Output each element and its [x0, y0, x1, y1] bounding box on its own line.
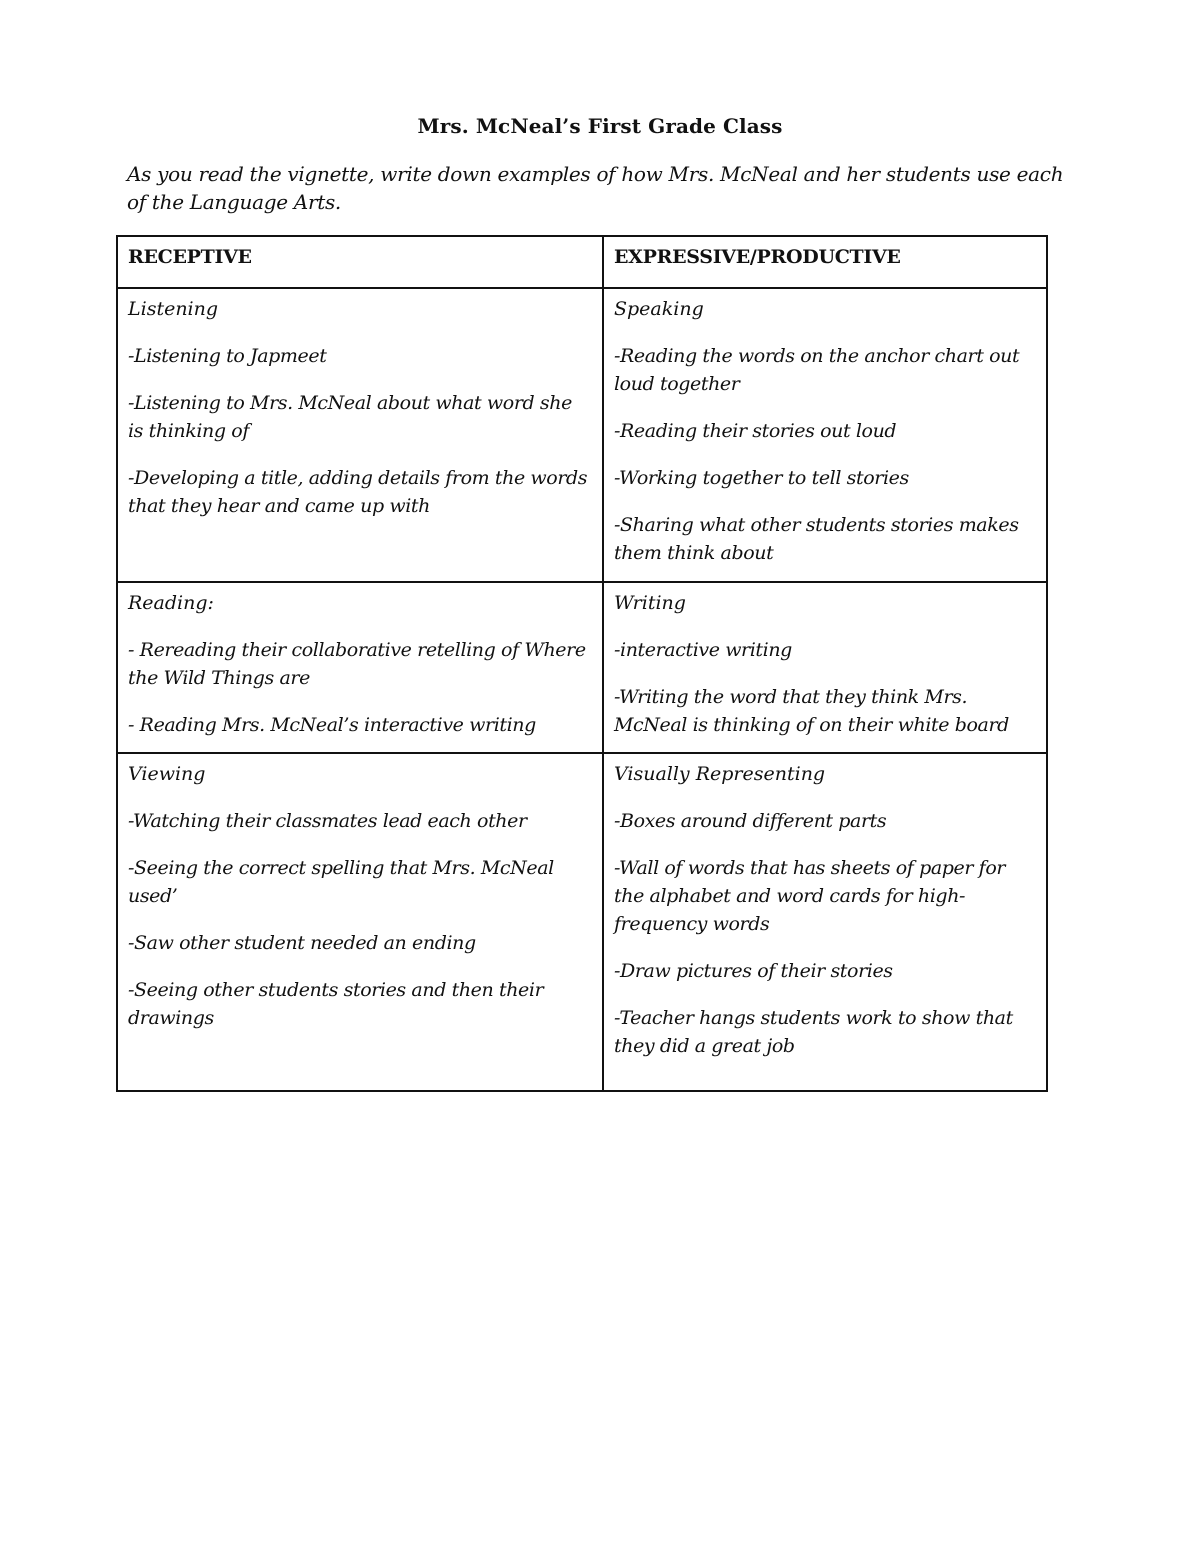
cell-title-listening: Listening	[128, 298, 219, 320]
table-row-reading-writing	[117, 582, 1047, 753]
cell-reading	[117, 582, 603, 753]
list-item: -Draw pictures of their stories	[614, 960, 893, 982]
list-item: -Reading the words on the anchor chart out loud together	[614, 345, 1020, 395]
list-item: -Boxes around different parts	[614, 810, 887, 832]
cell-title-viewing: Viewing	[128, 763, 206, 785]
list-item: -Developing a title, adding details from the words that they hear and came up with	[128, 467, 588, 517]
cell-title-speaking: Speaking	[614, 298, 704, 320]
cell-viewing	[117, 753, 603, 1091]
list-item: -Listening to Japmeet	[128, 345, 327, 367]
list-item: -Watching their classmates lead each other	[128, 810, 527, 832]
list-item: -Listening to Mrs. McNeal about what word she is thinking of	[128, 392, 572, 442]
header-receptive: RECEPTIVE	[117, 236, 603, 288]
table-header-row	[117, 236, 1047, 288]
table-row-viewing-visually-representing	[117, 753, 1047, 1091]
list-item: -Seeing other students stories and then their drawings	[128, 979, 544, 1029]
list-item: -interactive writing	[614, 639, 792, 661]
list-item: - Rereading their collaborative retelling of Where the Wild Things are	[128, 639, 586, 689]
list-item: -Teacher hangs students work to show that they did a great job	[614, 1007, 1013, 1057]
cell-title-writing: Writing	[614, 592, 686, 614]
list-item: -Sharing what other students stories makes them think about	[614, 514, 1019, 564]
language-arts-table	[116, 235, 1048, 1092]
cell-title-visually-representing: Visually Representing	[614, 763, 826, 785]
list-item: -Working together to tell stories	[614, 467, 909, 489]
list-item: -Writing the word that they think Mrs. McNeal is thinking of on their white board	[614, 686, 1009, 736]
cell-speaking	[603, 288, 1047, 582]
list-item: -Saw other student needed an ending	[128, 932, 476, 954]
cell-writing	[603, 582, 1047, 753]
list-item: -Reading their stories out loud	[614, 420, 897, 442]
list-item: -Seeing the correct spelling that Mrs. McNeal used’	[128, 857, 554, 907]
cell-title-reading: Reading:	[128, 592, 214, 614]
cell-visually-representing	[603, 753, 1047, 1091]
header-expressive-productive: EXPRESSIVE/PRODUCTIVE	[603, 236, 1047, 288]
cell-listening	[117, 288, 603, 582]
instructions-text: As you read the vignette, write down examples of how Mrs. McNeal and her students use each of the Language Arts.	[127, 162, 1064, 214]
list-item: -Wall of words that has sheets of paper for the alphabet and word cards for high-frequency words	[614, 857, 1006, 935]
list-item: - Reading Mrs. McNeal’s interactive writing	[128, 714, 536, 736]
page-title: Mrs. McNeal’s First Grade Class	[417, 114, 783, 138]
table-row-listening-speaking	[117, 288, 1047, 582]
